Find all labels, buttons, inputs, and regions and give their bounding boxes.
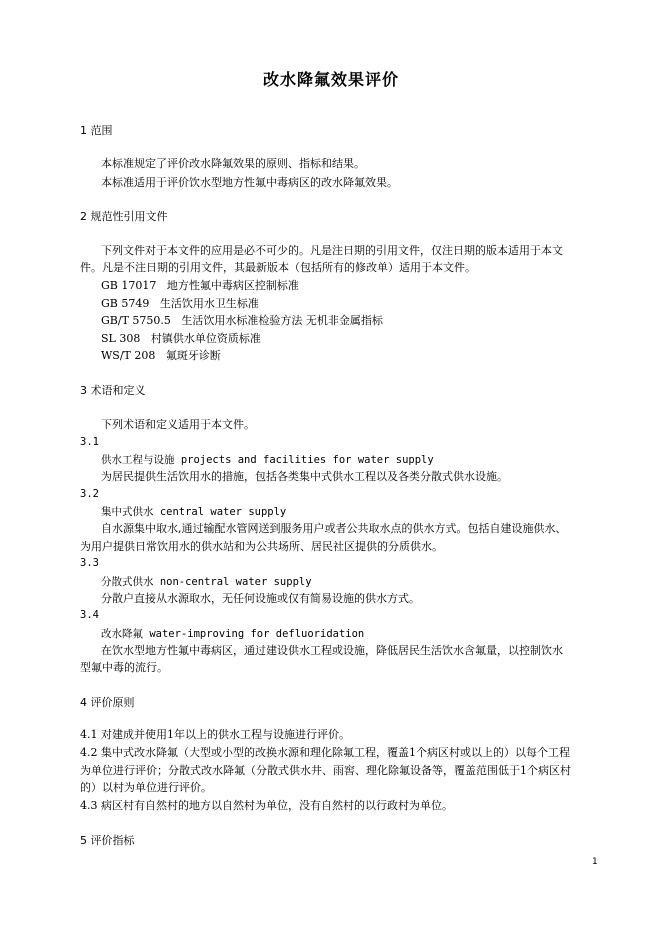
term-definition: 型氟中毒的流行。 bbox=[80, 661, 168, 674]
term-definition: 为居民提供生活饮用水的措施，包括各类集中式供水工程以及各类分散式供水设施。 bbox=[101, 470, 508, 483]
reference-code: GB 17017 bbox=[101, 279, 157, 292]
reference-item bbox=[101, 279, 299, 293]
reference-item bbox=[101, 349, 221, 363]
term-definition: 自水源集中取水,通过输配水管网送到服务用户或者公共取水点的供水方式。包括自建设施供水、 bbox=[101, 522, 567, 535]
reference-name: 氟斑牙诊断 bbox=[165, 349, 221, 362]
term-title: 集中式供水 central water supply bbox=[101, 506, 287, 518]
section-1-paragraph: 本标准规定了评价改水降氟效果的原则、指标和结果。 bbox=[101, 157, 365, 170]
term-title: 供水工程与设施 projects and facilities for water supply bbox=[101, 454, 434, 466]
term-number: 3.1 bbox=[80, 436, 99, 448]
section-5-heading: 5 评价指标 bbox=[80, 834, 135, 847]
page-title: 改水降氟效果评价 bbox=[262, 70, 399, 89]
reference-item bbox=[101, 314, 383, 328]
principle-item: 4.1 对建成并使用1年以上的供水工程与设施进行评价。 bbox=[80, 728, 350, 741]
section-3-intro: 下列术语和定义适用于本文件。 bbox=[101, 418, 255, 431]
reference-name: 生活饮用水卫生标准 bbox=[159, 297, 259, 310]
reference-code: GB 5749 bbox=[101, 297, 150, 310]
principle-item: 为单位进行评价；分散式改水降氟（分散式供水井、雨窖、理化除氟设备等，覆盖范围低于1个病区村 bbox=[80, 764, 571, 777]
reference-code: SL 308 bbox=[101, 332, 141, 345]
principle-item: 4.2 集中式改水降氟（大型或小型的改换水源和理化除氟工程，覆盖1个病区村或以上的）以每个工程 bbox=[80, 746, 570, 759]
principle-item: 的）以村为单位进行评价。 bbox=[80, 781, 212, 794]
reference-code: GB/T 5750.5 bbox=[101, 314, 171, 327]
term-title: 分散式供水 non-central water supply bbox=[101, 576, 312, 588]
reference-name: 村镇供水单位资质标准 bbox=[150, 332, 261, 345]
section-4-heading: 4 评价原则 bbox=[80, 696, 135, 709]
section-1-paragraph: 本标准适用于评价饮水型地方性氟中毒病区的改水降氟效果。 bbox=[101, 176, 398, 189]
term-definition: 为用户提供日常饮用水的供水站和为公共场所、居民社区提供的分质供水。 bbox=[80, 540, 443, 553]
section-3-heading: 3 术语和定义 bbox=[80, 384, 146, 397]
reference-item bbox=[101, 297, 259, 311]
section-2-intro: 件。凡是不注日期的引用文件，其最新版本（包括所有的修改单）适用于本文件。 bbox=[80, 261, 476, 274]
term-number: 3.4 bbox=[80, 609, 99, 621]
term-definition: 在饮水型地方性氟中毒病区，通过建设供水工程或设施，降低居民生活饮水含氟量，以控制饮水 bbox=[101, 644, 563, 657]
section-2-intro: 下列文件对于本文件的应用是必不可少的。凡是注日期的引用文件，仅注日期的版本适用于本文 bbox=[101, 244, 563, 257]
reference-item bbox=[101, 332, 261, 346]
reference-name: 生活饮用水标准检验方法 无机非金属指标 bbox=[181, 314, 383, 327]
section-2-heading: 2 规范性引用文件 bbox=[80, 210, 168, 223]
term-number: 3.3 bbox=[80, 557, 99, 569]
page-number: 1 bbox=[592, 857, 598, 867]
principle-item: 4.3 病区村有自然村的地方以自然村为单位，没有自然村的以行政村为单位。 bbox=[80, 799, 453, 812]
term-title: 改水降氟 water-improving for defluoridation bbox=[101, 628, 365, 640]
section-1-heading: 1 范围 bbox=[80, 124, 113, 137]
reference-code: WS/T 208 bbox=[101, 349, 156, 362]
term-definition: 分散户直接从水源取水，无任何设施或仅有简易设施的供水方式。 bbox=[101, 592, 420, 605]
reference-name: 地方性氟中毒病区控制标准 bbox=[166, 279, 299, 292]
term-number: 3.2 bbox=[80, 488, 99, 500]
